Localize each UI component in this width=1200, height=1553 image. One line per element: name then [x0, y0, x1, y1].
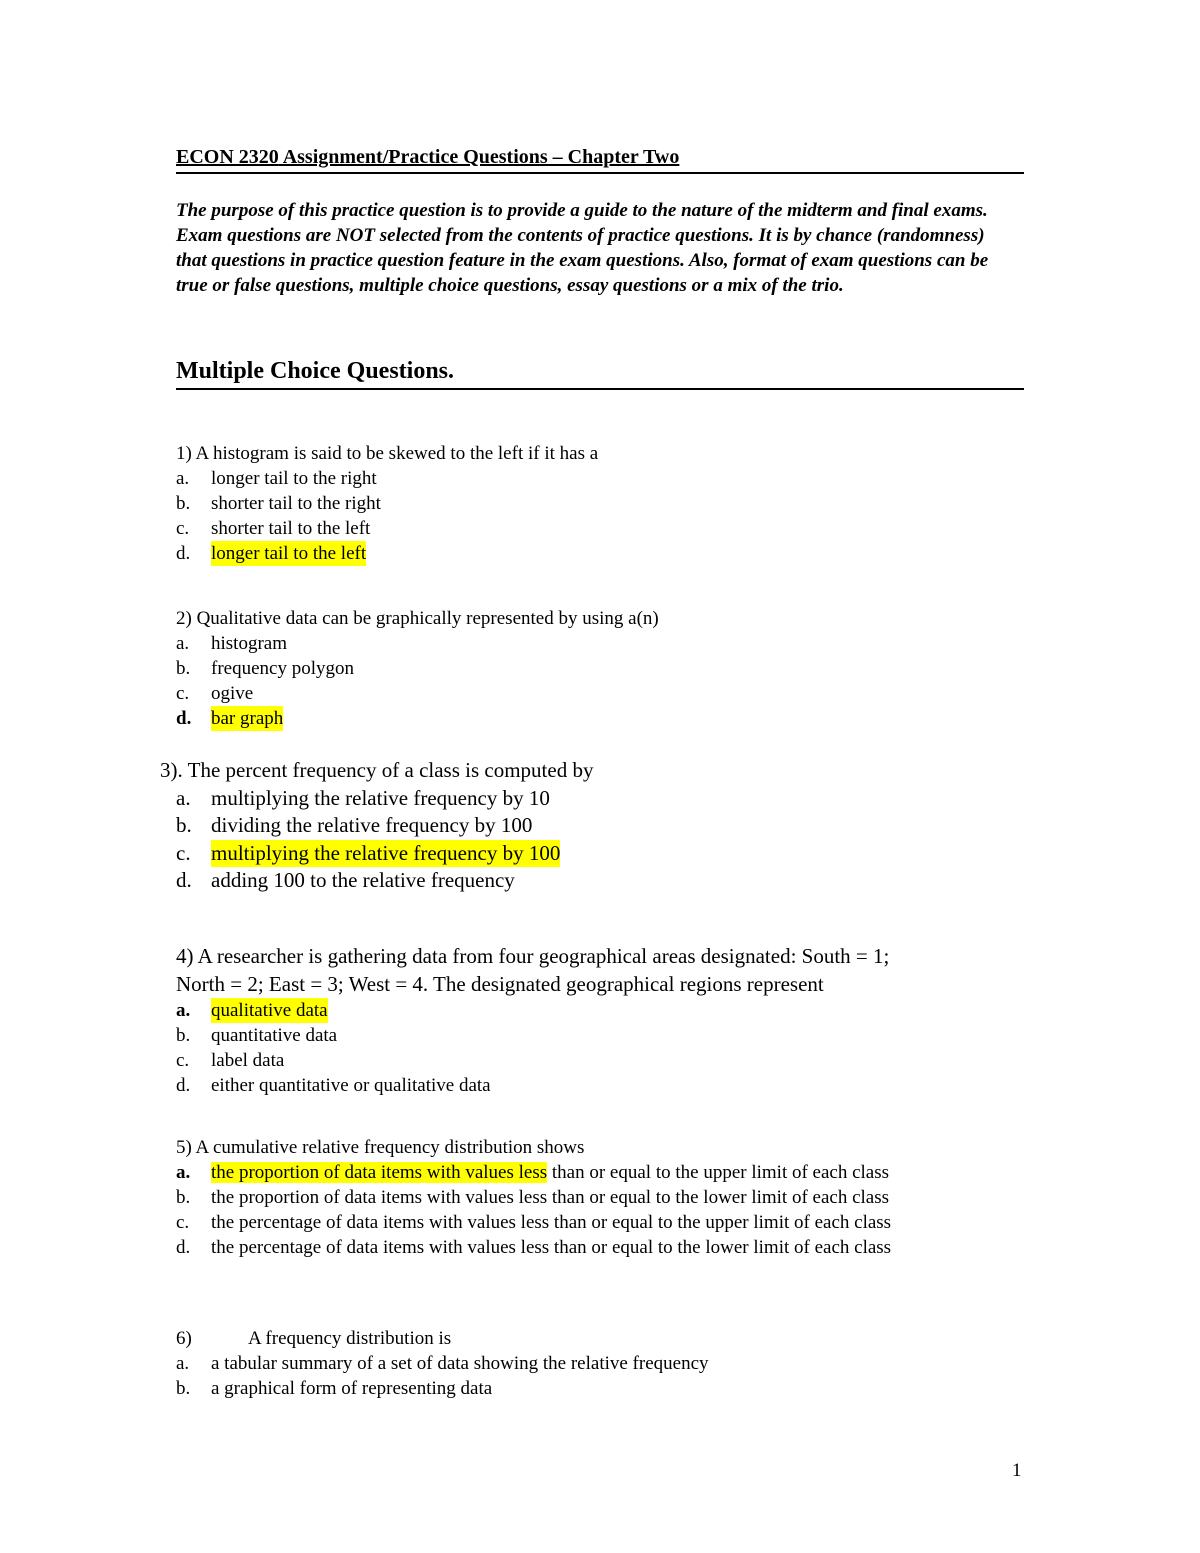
question-number: 6) — [176, 1328, 192, 1349]
option-text: a tabular summary of a set of data showing the relative frequency — [211, 1353, 709, 1374]
option-c — [176, 516, 598, 541]
option-letter: a. — [176, 1162, 191, 1183]
answer-highlight: multiplying the relative frequency by 100 — [211, 840, 560, 868]
option-letter: a. — [176, 785, 191, 810]
option-a — [176, 785, 593, 813]
option-letter: b. — [176, 1378, 191, 1399]
option-b — [176, 491, 598, 516]
option-text: adding 100 to the relative frequency — [211, 868, 515, 892]
option-text: the percentage of data items with values less than or equal to the upper limit of each class — [211, 1212, 892, 1233]
option-text: quantitative data — [211, 1025, 338, 1046]
answer-highlight: bar graph — [211, 708, 284, 729]
option-letter: d. — [176, 543, 191, 564]
option-a — [176, 998, 889, 1023]
option-b — [176, 812, 593, 840]
question-2 — [176, 606, 659, 731]
answer-highlight: qualitative data — [211, 1000, 328, 1021]
question-stem: 1) A histogram is said to be skewed to the left if it has a — [176, 443, 599, 464]
question-text: A frequency distribution is — [248, 1328, 452, 1349]
option-a — [176, 1351, 709, 1376]
option-b — [176, 1185, 890, 1210]
option-letter: b. — [176, 493, 191, 514]
option-b — [176, 1376, 493, 1401]
question-4 — [176, 942, 889, 1098]
answer-highlight: the proportion of data items with values less — [211, 1162, 548, 1183]
option-a — [176, 466, 598, 491]
purpose-paragraph: The purpose of this practice question is to provide a guide to the nature of the midterm and final exams. Exam questions are NOT selected from the contents of practice questions. It is by chance (randomness) that questions in practice question feature in the exam questions. Also, format of exam questions can be true or false questions, multiple choice questions, essay questions or a mix of the trio. — [176, 200, 989, 296]
option-letter: c. — [176, 840, 191, 865]
option-text: shorter tail to the left — [211, 518, 371, 539]
option-letter: a. — [176, 1000, 191, 1021]
option-letter: d. — [176, 868, 192, 892]
option-b — [176, 656, 659, 681]
option-a — [176, 631, 659, 656]
option-text — [211, 1160, 889, 1185]
option-letter: d. — [176, 1237, 191, 1258]
document-title — [176, 144, 1024, 174]
option-text: a graphical form of representing data — [211, 1378, 493, 1399]
option-text: either quantitative or qualitative data — [211, 1075, 491, 1096]
answer-highlight: longer tail to the left — [211, 543, 367, 564]
title-text: Assignment/Practice Questions – Chapter Two — [278, 146, 680, 168]
option-letter: c. — [176, 518, 190, 539]
section-heading: Multiple Choice Questions. — [176, 356, 1024, 390]
option-text: dividing the relative frequency by 100 — [211, 813, 533, 837]
option-letter: b. — [176, 1187, 191, 1208]
question-1 — [176, 441, 598, 566]
question-stem-line-2: North = 2; East = 3; West = 4. The designated geographical regions represent — [176, 972, 824, 996]
option-text: shorter tail to the right — [211, 493, 381, 514]
option-letter: c. — [176, 1212, 190, 1233]
option-d — [176, 1073, 889, 1098]
question-stem: 5) A cumulative relative frequency distribution shows — [176, 1137, 585, 1158]
course-code: ECON 2320 — [176, 146, 279, 168]
option-letter: b. — [176, 1025, 191, 1046]
option-letter: d. — [176, 708, 192, 729]
question-stem: 3). The percent frequency of a class is computed by — [160, 758, 594, 782]
option-text: longer tail to the right — [211, 468, 377, 489]
option-c — [176, 840, 593, 868]
option-letter: a. — [176, 468, 190, 489]
option-c — [176, 681, 659, 706]
option-text-rest: than or equal to the upper limit of each class — [547, 1162, 890, 1183]
option-text: ogive — [211, 683, 254, 704]
option-text: the proportion of data items with values less than or equal to the lower limit of each class — [211, 1187, 890, 1208]
option-text: the percentage of data items with values less than or equal to the lower limit of each class — [211, 1237, 892, 1258]
question-stem — [176, 1326, 451, 1351]
option-b — [176, 1023, 889, 1048]
question-5 — [176, 1135, 892, 1260]
option-letter: b. — [176, 658, 191, 679]
page-number: 1 — [1012, 1460, 1022, 1481]
option-letter: c. — [176, 1050, 190, 1071]
question-3 — [160, 757, 593, 895]
option-letter: d. — [176, 1075, 191, 1096]
option-d — [176, 867, 593, 895]
option-d — [176, 541, 598, 566]
option-a — [176, 1160, 890, 1185]
option-c — [176, 1210, 892, 1235]
option-letter: c. — [176, 683, 190, 704]
option-letter: b. — [176, 813, 192, 837]
option-letter: a. — [176, 1353, 190, 1374]
option-letter: a. — [176, 633, 190, 654]
option-c — [176, 1048, 889, 1073]
question-6 — [176, 1326, 709, 1401]
option-d — [176, 1235, 892, 1260]
option-text: label data — [211, 1050, 285, 1071]
question-stem-line-1: 4) A researcher is gathering data from four geographical areas designated: South = 1; — [176, 944, 890, 968]
option-text: histogram — [211, 633, 287, 654]
option-d — [176, 706, 659, 731]
option-text: frequency polygon — [211, 658, 354, 679]
option-text: multiplying the relative frequency by 10 — [211, 785, 550, 810]
question-stem: 2) Qualitative data can be graphically represented by using a(n) — [176, 608, 659, 629]
